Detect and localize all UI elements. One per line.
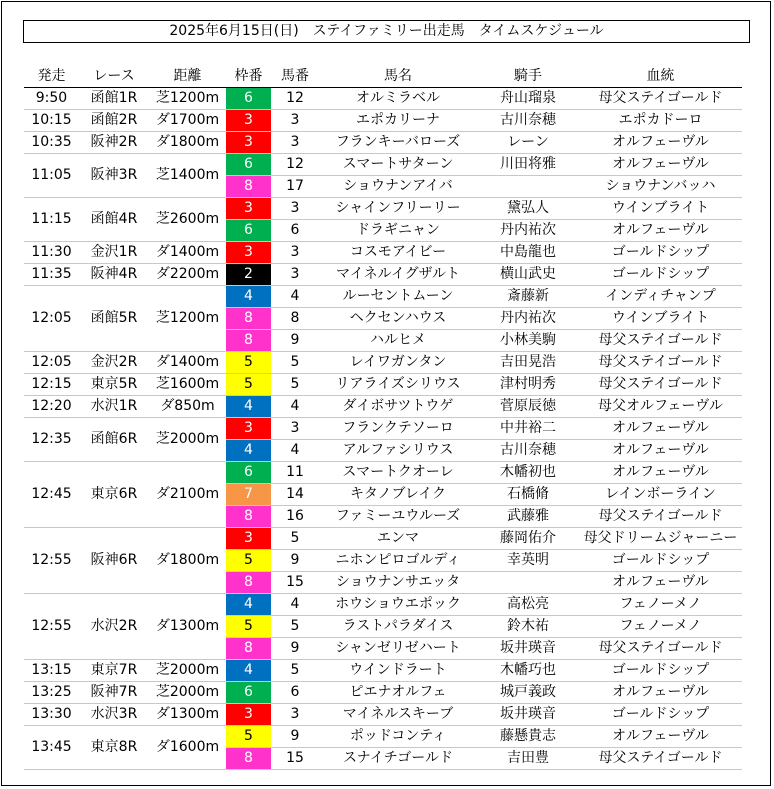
race-distance: ダ2100m	[149, 462, 226, 528]
horse-number: 3	[271, 110, 319, 132]
waku-badge: 2	[226, 264, 271, 286]
table-row	[24, 396, 742, 418]
horse-name: ラストパラダイス	[319, 616, 477, 638]
pedigree: 母父ステイゴールド	[579, 330, 742, 352]
table-row	[24, 418, 742, 440]
jockey-name: 藤懸貴志	[477, 726, 579, 748]
horse-number: 5	[271, 528, 319, 550]
race-distance: ダ1300m	[149, 594, 226, 660]
waku-badge: 5	[226, 352, 271, 374]
race-time: 12:45	[24, 462, 79, 528]
horse-name: スナイチゴールド	[319, 748, 477, 770]
horse-name: ドラギニャン	[319, 220, 477, 242]
race-name: 函館1R	[79, 88, 149, 110]
horse-name: エンマ	[319, 528, 477, 550]
jockey-name: 高松亮	[477, 594, 579, 616]
waku-badge: 3	[226, 704, 271, 726]
page-title: 2025年6月15日(日) ステイファミリー出走馬 タイムスケジュール	[23, 20, 750, 43]
pedigree: 母父ステイゴールド	[579, 352, 742, 374]
horse-number: 5	[271, 374, 319, 396]
waku-badge: 5	[226, 726, 271, 748]
race-time: 11:05	[24, 154, 79, 198]
pedigree: ショウナンバッハ	[579, 176, 742, 198]
waku-badge: 6	[226, 682, 271, 704]
jockey-name: 城戸義政	[477, 682, 579, 704]
race-name: 函館5R	[79, 286, 149, 352]
waku-badge: 4	[226, 440, 271, 462]
race-distance: 芝2000m	[149, 660, 226, 682]
table-row	[24, 660, 742, 682]
race-distance: ダ1800m	[149, 528, 226, 594]
horse-name: ニホンピロゴルディ	[319, 550, 477, 572]
race-time: 9:50	[24, 88, 79, 110]
horse-name: ルーセントムーン	[319, 286, 477, 308]
pedigree: フェノーメノ	[579, 594, 742, 616]
race-name: 阪神2R	[79, 132, 149, 154]
waku-badge: 8	[226, 748, 271, 770]
jockey-name: 菅原辰徳	[477, 396, 579, 418]
header-distance: 距離	[149, 63, 226, 88]
race-time: 12:55	[24, 528, 79, 594]
horse-name: フランクテソーロ	[319, 418, 477, 440]
horse-name: ハルヒメ	[319, 330, 477, 352]
race-distance: ダ1400m	[149, 242, 226, 264]
race-time: 12:35	[24, 418, 79, 462]
table-row	[24, 352, 742, 374]
table-row	[24, 154, 742, 176]
horse-name: フランキーバローズ	[319, 132, 477, 154]
race-distance: 芝1600m	[149, 374, 226, 396]
pedigree: ウインブライト	[579, 308, 742, 330]
jockey-name: 黛弘人	[477, 198, 579, 220]
waku-badge: 8	[226, 308, 271, 330]
jockey-name: 木幡初也	[477, 462, 579, 484]
jockey-name: 坂井瑛音	[477, 704, 579, 726]
header-row	[24, 63, 742, 88]
pedigree: 母父ステイゴールド	[579, 374, 742, 396]
race-distance: ダ2200m	[149, 264, 226, 286]
waku-badge: 4	[226, 286, 271, 308]
race-name: 函館6R	[79, 418, 149, 462]
header-horse-name: 馬名	[319, 63, 477, 88]
race-name: 阪神4R	[79, 264, 149, 286]
horse-name: ショウナンアイバ	[319, 176, 477, 198]
race-time: 11:35	[24, 264, 79, 286]
race-distance: 芝2000m	[149, 418, 226, 462]
horse-number: 3	[271, 242, 319, 264]
pedigree: ゴールドシップ	[579, 550, 742, 572]
horse-name: ウインドラート	[319, 660, 477, 682]
waku-badge: 3	[226, 110, 271, 132]
horse-number: 6	[271, 682, 319, 704]
horse-name: エポカリーナ	[319, 110, 477, 132]
race-distance: ダ850m	[149, 396, 226, 418]
jockey-name: 川田将雅	[477, 154, 579, 176]
horse-number: 3	[271, 704, 319, 726]
jockey-name: 中島龍也	[477, 242, 579, 264]
table-row	[24, 132, 742, 154]
jockey-name: 丹内祐次	[477, 308, 579, 330]
horse-number: 4	[271, 594, 319, 616]
horse-number: 5	[271, 616, 319, 638]
waku-badge: 4	[226, 594, 271, 616]
race-name: 水沢3R	[79, 704, 149, 726]
jockey-name: 中井裕二	[477, 418, 579, 440]
race-name: 阪神6R	[79, 528, 149, 594]
horse-name: スマートクオーレ	[319, 462, 477, 484]
table-row	[24, 264, 742, 286]
horse-number: 11	[271, 462, 319, 484]
race-time: 13:30	[24, 704, 79, 726]
race-time: 11:30	[24, 242, 79, 264]
pedigree: オルフェーヴル	[579, 462, 742, 484]
horse-name: シャインフリーリー	[319, 198, 477, 220]
jockey-name: 木幡巧也	[477, 660, 579, 682]
horse-number: 4	[271, 286, 319, 308]
header-waku: 枠番	[226, 63, 271, 88]
pedigree: 母父ステイゴールド	[579, 638, 742, 660]
horse-number: 3	[271, 132, 319, 154]
pedigree: 母父ステイゴールド	[579, 748, 742, 770]
table-row	[24, 704, 742, 726]
pedigree: オルフェーヴル	[579, 440, 742, 462]
jockey-name: 吉田豊	[477, 748, 579, 770]
horse-name: ヘクセンハウス	[319, 308, 477, 330]
race-name: 東京8R	[79, 726, 149, 770]
horse-number: 14	[271, 484, 319, 506]
table-row	[24, 242, 742, 264]
horse-number: 15	[271, 572, 319, 594]
table-row	[24, 88, 742, 110]
waku-badge: 5	[226, 374, 271, 396]
waku-badge: 3	[226, 528, 271, 550]
horse-number: 5	[271, 660, 319, 682]
waku-badge: 3	[226, 418, 271, 440]
header-time: 発走	[24, 63, 79, 88]
jockey-name	[477, 572, 579, 594]
jockey-name: 丹内祐次	[477, 220, 579, 242]
horse-name: マイネルスキーブ	[319, 704, 477, 726]
race-time: 12:55	[24, 594, 79, 660]
horse-number: 9	[271, 638, 319, 660]
race-time: 10:15	[24, 110, 79, 132]
horse-number: 3	[271, 198, 319, 220]
horse-name: シャンゼリゼハート	[319, 638, 477, 660]
waku-badge: 8	[226, 638, 271, 660]
horse-number: 8	[271, 308, 319, 330]
jockey-name: 舟山瑠泉	[477, 88, 579, 110]
race-time: 12:15	[24, 374, 79, 396]
pedigree: ゴールドシップ	[579, 660, 742, 682]
horse-name: ポッドコンティ	[319, 726, 477, 748]
race-distance: 芝1400m	[149, 154, 226, 198]
race-distance: 芝1200m	[149, 88, 226, 110]
horse-name: ファミーユウルーズ	[319, 506, 477, 528]
jockey-name: 藤岡佑介	[477, 528, 579, 550]
table-row	[24, 594, 742, 616]
table-row	[24, 528, 742, 550]
race-distance: 芝1200m	[149, 286, 226, 352]
race-time: 12:05	[24, 286, 79, 352]
horse-number: 4	[271, 440, 319, 462]
waku-badge: 8	[226, 506, 271, 528]
table-row	[24, 286, 742, 308]
pedigree: フェノーメノ	[579, 616, 742, 638]
pedigree: オルフェーヴル	[579, 154, 742, 176]
pedigree: オルフェーヴル	[579, 682, 742, 704]
race-name: 阪神3R	[79, 154, 149, 198]
waku-badge: 6	[226, 220, 271, 242]
horse-name: コスモアイビー	[319, 242, 477, 264]
race-name: 金沢2R	[79, 352, 149, 374]
schedule-table	[24, 63, 742, 770]
race-name: 水沢1R	[79, 396, 149, 418]
schedule-body	[24, 88, 742, 770]
horse-number: 3	[271, 264, 319, 286]
jockey-name: 斎藤新	[477, 286, 579, 308]
race-name: 水沢2R	[79, 594, 149, 660]
pedigree: ゴールドシップ	[579, 704, 742, 726]
race-distance: 芝2600m	[149, 198, 226, 242]
waku-badge: 8	[226, 330, 271, 352]
waku-badge: 6	[226, 462, 271, 484]
race-time: 13:45	[24, 726, 79, 770]
table-row	[24, 198, 742, 220]
pedigree: 母父ステイゴールド	[579, 506, 742, 528]
horse-name: ホウショウエポック	[319, 594, 477, 616]
race-name: 東京6R	[79, 462, 149, 528]
jockey-name: 鈴木祐	[477, 616, 579, 638]
waku-badge: 3	[226, 242, 271, 264]
header-pedigree: 血統	[579, 63, 742, 88]
race-time: 12:20	[24, 396, 79, 418]
horse-number: 4	[271, 396, 319, 418]
horse-number: 15	[271, 748, 319, 770]
race-time: 10:35	[24, 132, 79, 154]
race-distance: ダ1300m	[149, 704, 226, 726]
pedigree: オルフェーヴル	[579, 132, 742, 154]
race-distance: ダ1700m	[149, 110, 226, 132]
jockey-name: 古川奈穂	[477, 110, 579, 132]
waku-badge: 4	[226, 396, 271, 418]
pedigree: ゴールドシップ	[579, 264, 742, 286]
pedigree: レインボーライン	[579, 484, 742, 506]
race-distance: ダ1400m	[149, 352, 226, 374]
jockey-name: 坂井瑛音	[477, 638, 579, 660]
waku-badge: 8	[226, 176, 271, 198]
horse-number: 9	[271, 726, 319, 748]
waku-badge: 4	[226, 660, 271, 682]
pedigree: 母父ステイゴールド	[579, 88, 742, 110]
waku-badge: 8	[226, 572, 271, 594]
horse-number: 3	[271, 418, 319, 440]
race-name: 東京7R	[79, 660, 149, 682]
pedigree: エポカドーロ	[579, 110, 742, 132]
pedigree: インディチャンプ	[579, 286, 742, 308]
pedigree: 母父オルフェーヴル	[579, 396, 742, 418]
waku-badge: 3	[226, 132, 271, 154]
horse-number: 12	[271, 154, 319, 176]
race-time: 13:15	[24, 660, 79, 682]
jockey-name: 横山武史	[477, 264, 579, 286]
horse-number: 9	[271, 550, 319, 572]
race-name: 函館4R	[79, 198, 149, 242]
race-time: 11:15	[24, 198, 79, 242]
jockey-name	[477, 176, 579, 198]
race-name: 金沢1R	[79, 242, 149, 264]
horse-name: ピエナオルフェ	[319, 682, 477, 704]
jockey-name: 吉田晃浩	[477, 352, 579, 374]
waku-badge: 7	[226, 484, 271, 506]
waku-badge: 3	[226, 198, 271, 220]
horse-name: ダイボサツトウゲ	[319, 396, 477, 418]
pedigree: オルフェーヴル	[579, 220, 742, 242]
jockey-name: 津村明秀	[477, 374, 579, 396]
horse-name: アルファシリウス	[319, 440, 477, 462]
pedigree: ゴールドシップ	[579, 242, 742, 264]
horse-name: キタノブレイク	[319, 484, 477, 506]
jockey-name: レーン	[477, 132, 579, 154]
horse-number: 6	[271, 220, 319, 242]
waku-badge: 5	[226, 616, 271, 638]
header-jockey: 騎手	[477, 63, 579, 88]
race-distance: 芝2000m	[149, 682, 226, 704]
horse-number: 12	[271, 88, 319, 110]
header-number: 馬番	[271, 63, 319, 88]
pedigree: ウインブライト	[579, 198, 742, 220]
race-name: 函館2R	[79, 110, 149, 132]
jockey-name: 石橋脩	[477, 484, 579, 506]
horse-number: 16	[271, 506, 319, 528]
race-time: 12:05	[24, 352, 79, 374]
table-row	[24, 374, 742, 396]
pedigree: オルフェーヴル	[579, 572, 742, 594]
table-row	[24, 682, 742, 704]
jockey-name: 武藤雅	[477, 506, 579, 528]
pedigree: 母父ドリームジャーニー	[579, 528, 742, 550]
waku-badge: 5	[226, 550, 271, 572]
table-row	[24, 462, 742, 484]
horse-number: 5	[271, 352, 319, 374]
jockey-name: 古川奈穂	[477, 440, 579, 462]
horse-name: レイワガンタン	[319, 352, 477, 374]
jockey-name: 小林美駒	[477, 330, 579, 352]
waku-badge: 6	[226, 88, 271, 110]
jockey-name: 幸英明	[477, 550, 579, 572]
race-name: 阪神7R	[79, 682, 149, 704]
race-distance: ダ1600m	[149, 726, 226, 770]
pedigree: オルフェーヴル	[579, 418, 742, 440]
horse-name: ショウナンサエッタ	[319, 572, 477, 594]
table-row	[24, 726, 742, 748]
header-race: レース	[79, 63, 149, 88]
horse-name: リアライズシリウス	[319, 374, 477, 396]
horse-name: オルミラベル	[319, 88, 477, 110]
table-row	[24, 110, 742, 132]
waku-badge: 6	[226, 154, 271, 176]
horse-name: スマートサターン	[319, 154, 477, 176]
horse-number: 9	[271, 330, 319, 352]
race-distance: ダ1800m	[149, 132, 226, 154]
race-name: 東京5R	[79, 374, 149, 396]
pedigree: オルフェーヴル	[579, 726, 742, 748]
race-time: 13:25	[24, 682, 79, 704]
horse-name: マイネルイグザルト	[319, 264, 477, 286]
horse-number: 17	[271, 176, 319, 198]
